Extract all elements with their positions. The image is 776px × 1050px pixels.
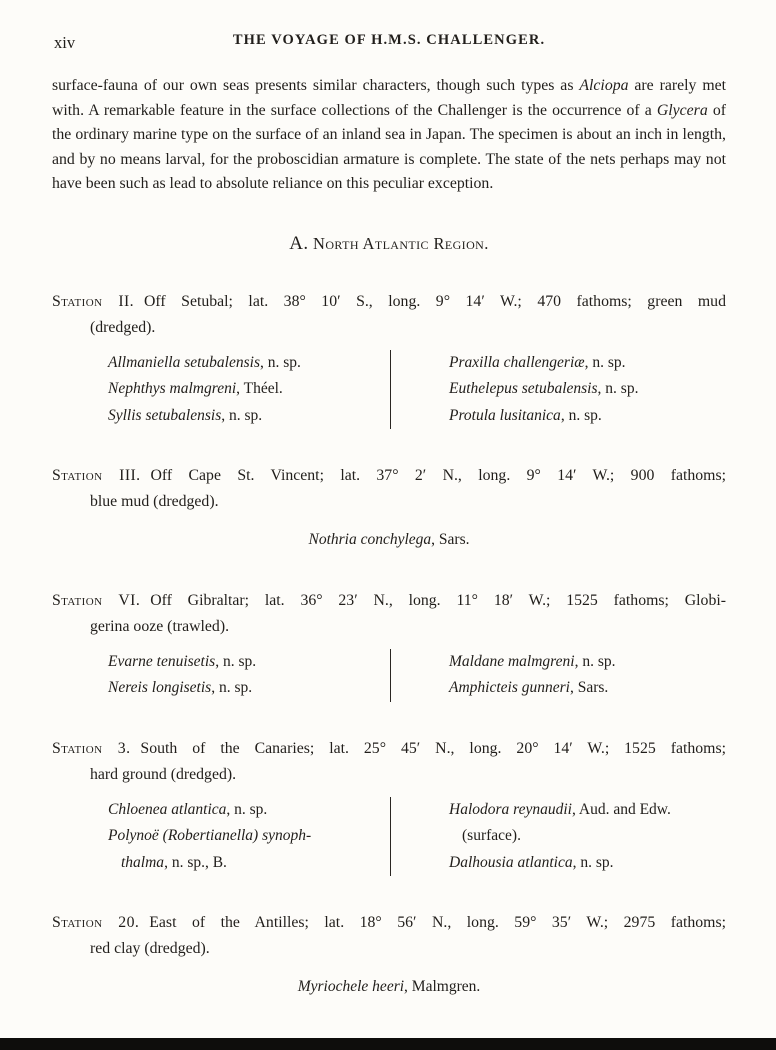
species-entry [108,350,390,377]
species-entry [449,403,726,430]
species-authority: , n. sp. [215,652,257,670]
species-name: Euthelepus setubalensis [449,380,598,398]
species-entry [108,403,390,430]
species-authority: , Théel. [236,380,283,398]
species-authority: , n. sp. [221,406,263,424]
species-entry [449,797,726,824]
species-entry [449,850,726,877]
species-column-right [449,797,726,877]
station-head-line1 [52,289,726,315]
intro-text-2: are rarely met with. A remarkable feature in the surface collections of the Challenger is the occurrence of a [52,77,727,119]
station-head-line2: red clay (dredged). [90,940,210,958]
species-name: Myriochele heeri [297,978,405,996]
station-label: Station 20. [52,914,140,932]
species-authority: , n. sp., B. [164,853,227,871]
species-entry-centered [52,974,726,1001]
scan-edge-bottom [0,1038,776,1050]
species-name: Protula lusitanica [449,406,561,424]
station-head [52,588,726,640]
station-description: Off Cape St. Vincent; lat. 37° 2′ N., long. 9° 14′ W.; 900 fathoms; [150,467,726,485]
station-head [52,910,726,962]
species-name: Nephthys malmgreni [108,380,237,398]
species-entry [449,350,726,377]
species-authority: , n. sp. [574,652,616,670]
species-name: Evarne tenuisetis [108,652,216,670]
station-block-20 [52,910,726,1001]
station-label: Station VI. [52,591,141,609]
page-number: xiv [54,33,76,52]
species-authority: , n. sp. [597,380,639,398]
species-authority: , n. sp. [259,353,301,371]
station-head-line1 [52,463,726,489]
station-description: Off Gibraltar; lat. 36° 23′ N., long. 11° 18′ W.; 1525 fathoms; Globi- [150,591,726,609]
station-description: East of the Antilles; lat. 18° 56′ N., long. 59° 35′ W.; 2975 fathoms; [149,914,727,932]
station-description: South of the Canaries; lat. 25° 45′ N., long. 20° 14′ W.; 1525 fathoms; [140,739,726,757]
species-authority: , n. sp. [572,853,614,871]
species-entry [108,376,390,403]
station-block-iii [52,463,726,554]
station-head [52,463,726,515]
species-entry [449,675,726,702]
running-head [52,30,726,56]
station-label: Station 3. [52,739,131,757]
species-entry [449,376,726,403]
species-name: Polynoë (Robertianella) synoph- [108,827,312,845]
intro-text-1: surface-fauna of our own seas presents similar characters, though such types as [52,77,580,94]
species-entry-centered [52,527,726,554]
species-name: Nothria conchylega [308,531,432,549]
intro-text-3: of the ordinary marine type on the surface of an inland sea in Japan. The specimen is about an inch in length, and by no means larval, for the proboscidian armature is complete. The state of the nets perhaps may not have been such as lead to absolute reliance on this peculiar exception. [52,101,726,193]
station-block-vi [52,588,726,702]
station-head-line1 [52,910,726,936]
station-head-line2: gerina ooze (trawled). [90,617,230,635]
species-name: Syllis setubalensis [108,406,222,424]
species-authority: , Sars. [569,679,609,697]
species-name: Halodora reynaudii [449,800,572,818]
station-head [52,289,726,341]
species-entry [108,649,390,676]
species-authority: , Aud. and Edw. [572,800,671,818]
section-letter: A. [289,232,309,254]
species-name: Allmaniella setubalensis [108,353,260,371]
species-name: thalma [121,853,165,871]
species-name: Dalhousia atlantica [449,853,573,871]
species-entry [108,675,390,702]
species-list [108,350,726,430]
species-list [108,649,726,702]
species-name: Amphicteis gunneri [449,679,570,697]
station-head-line2: hard ground (dredged). [90,765,237,783]
station-description: Off Setubal; lat. 38° 10′ S., long. 9° 14′ W.; 470 fathoms; green mud [144,292,726,310]
station-block-ii [52,289,726,430]
station-head-line1 [52,588,726,614]
station-block-3 [52,736,726,877]
species-column-left [108,797,390,877]
station-label: Station III. [52,467,141,485]
station-label: Station II. [52,292,134,310]
section-heading [52,233,726,255]
species-column-left [108,350,390,430]
intro-paragraph [52,74,726,197]
column-divider [390,649,391,702]
species-name: Nereis longisetis [108,679,212,697]
species-authority: , n. sp. [226,800,268,818]
species-column-right [449,649,726,702]
species-column-right [449,350,726,430]
section-title: North Atlantic Region. [313,233,489,253]
species-authority: , n. sp. [211,679,253,697]
genus-name-glycera: Glycera [656,101,708,119]
species-entry [108,823,390,850]
species-entry [449,649,726,676]
species-authority: (surface). [462,827,521,845]
running-title: THE VOYAGE OF H.M.S. CHALLENGER. [232,32,546,48]
species-list [108,797,726,877]
species-entry [108,797,390,824]
station-head-line2: (dredged). [90,318,156,336]
species-name: Chloenea atlantica [108,800,227,818]
column-divider [390,350,391,430]
species-entry-continuation [108,850,390,877]
species-authority: , n. sp. [560,406,602,424]
species-authority: , Sars. [431,531,470,549]
genus-name-alciopa: Alciopa [579,77,629,94]
column-divider [390,797,391,877]
species-authority: , n. sp. [584,353,626,371]
species-name: Maldane malmgreni [449,652,575,670]
station-head [52,736,726,788]
species-entry-continuation [449,823,726,850]
species-authority: , Malmgren. [404,978,481,996]
species-name: Praxilla challengeriæ [449,353,585,371]
station-head-line2: blue mud (dredged). [90,493,219,511]
station-head-line1 [52,736,726,762]
species-column-left [108,649,390,702]
